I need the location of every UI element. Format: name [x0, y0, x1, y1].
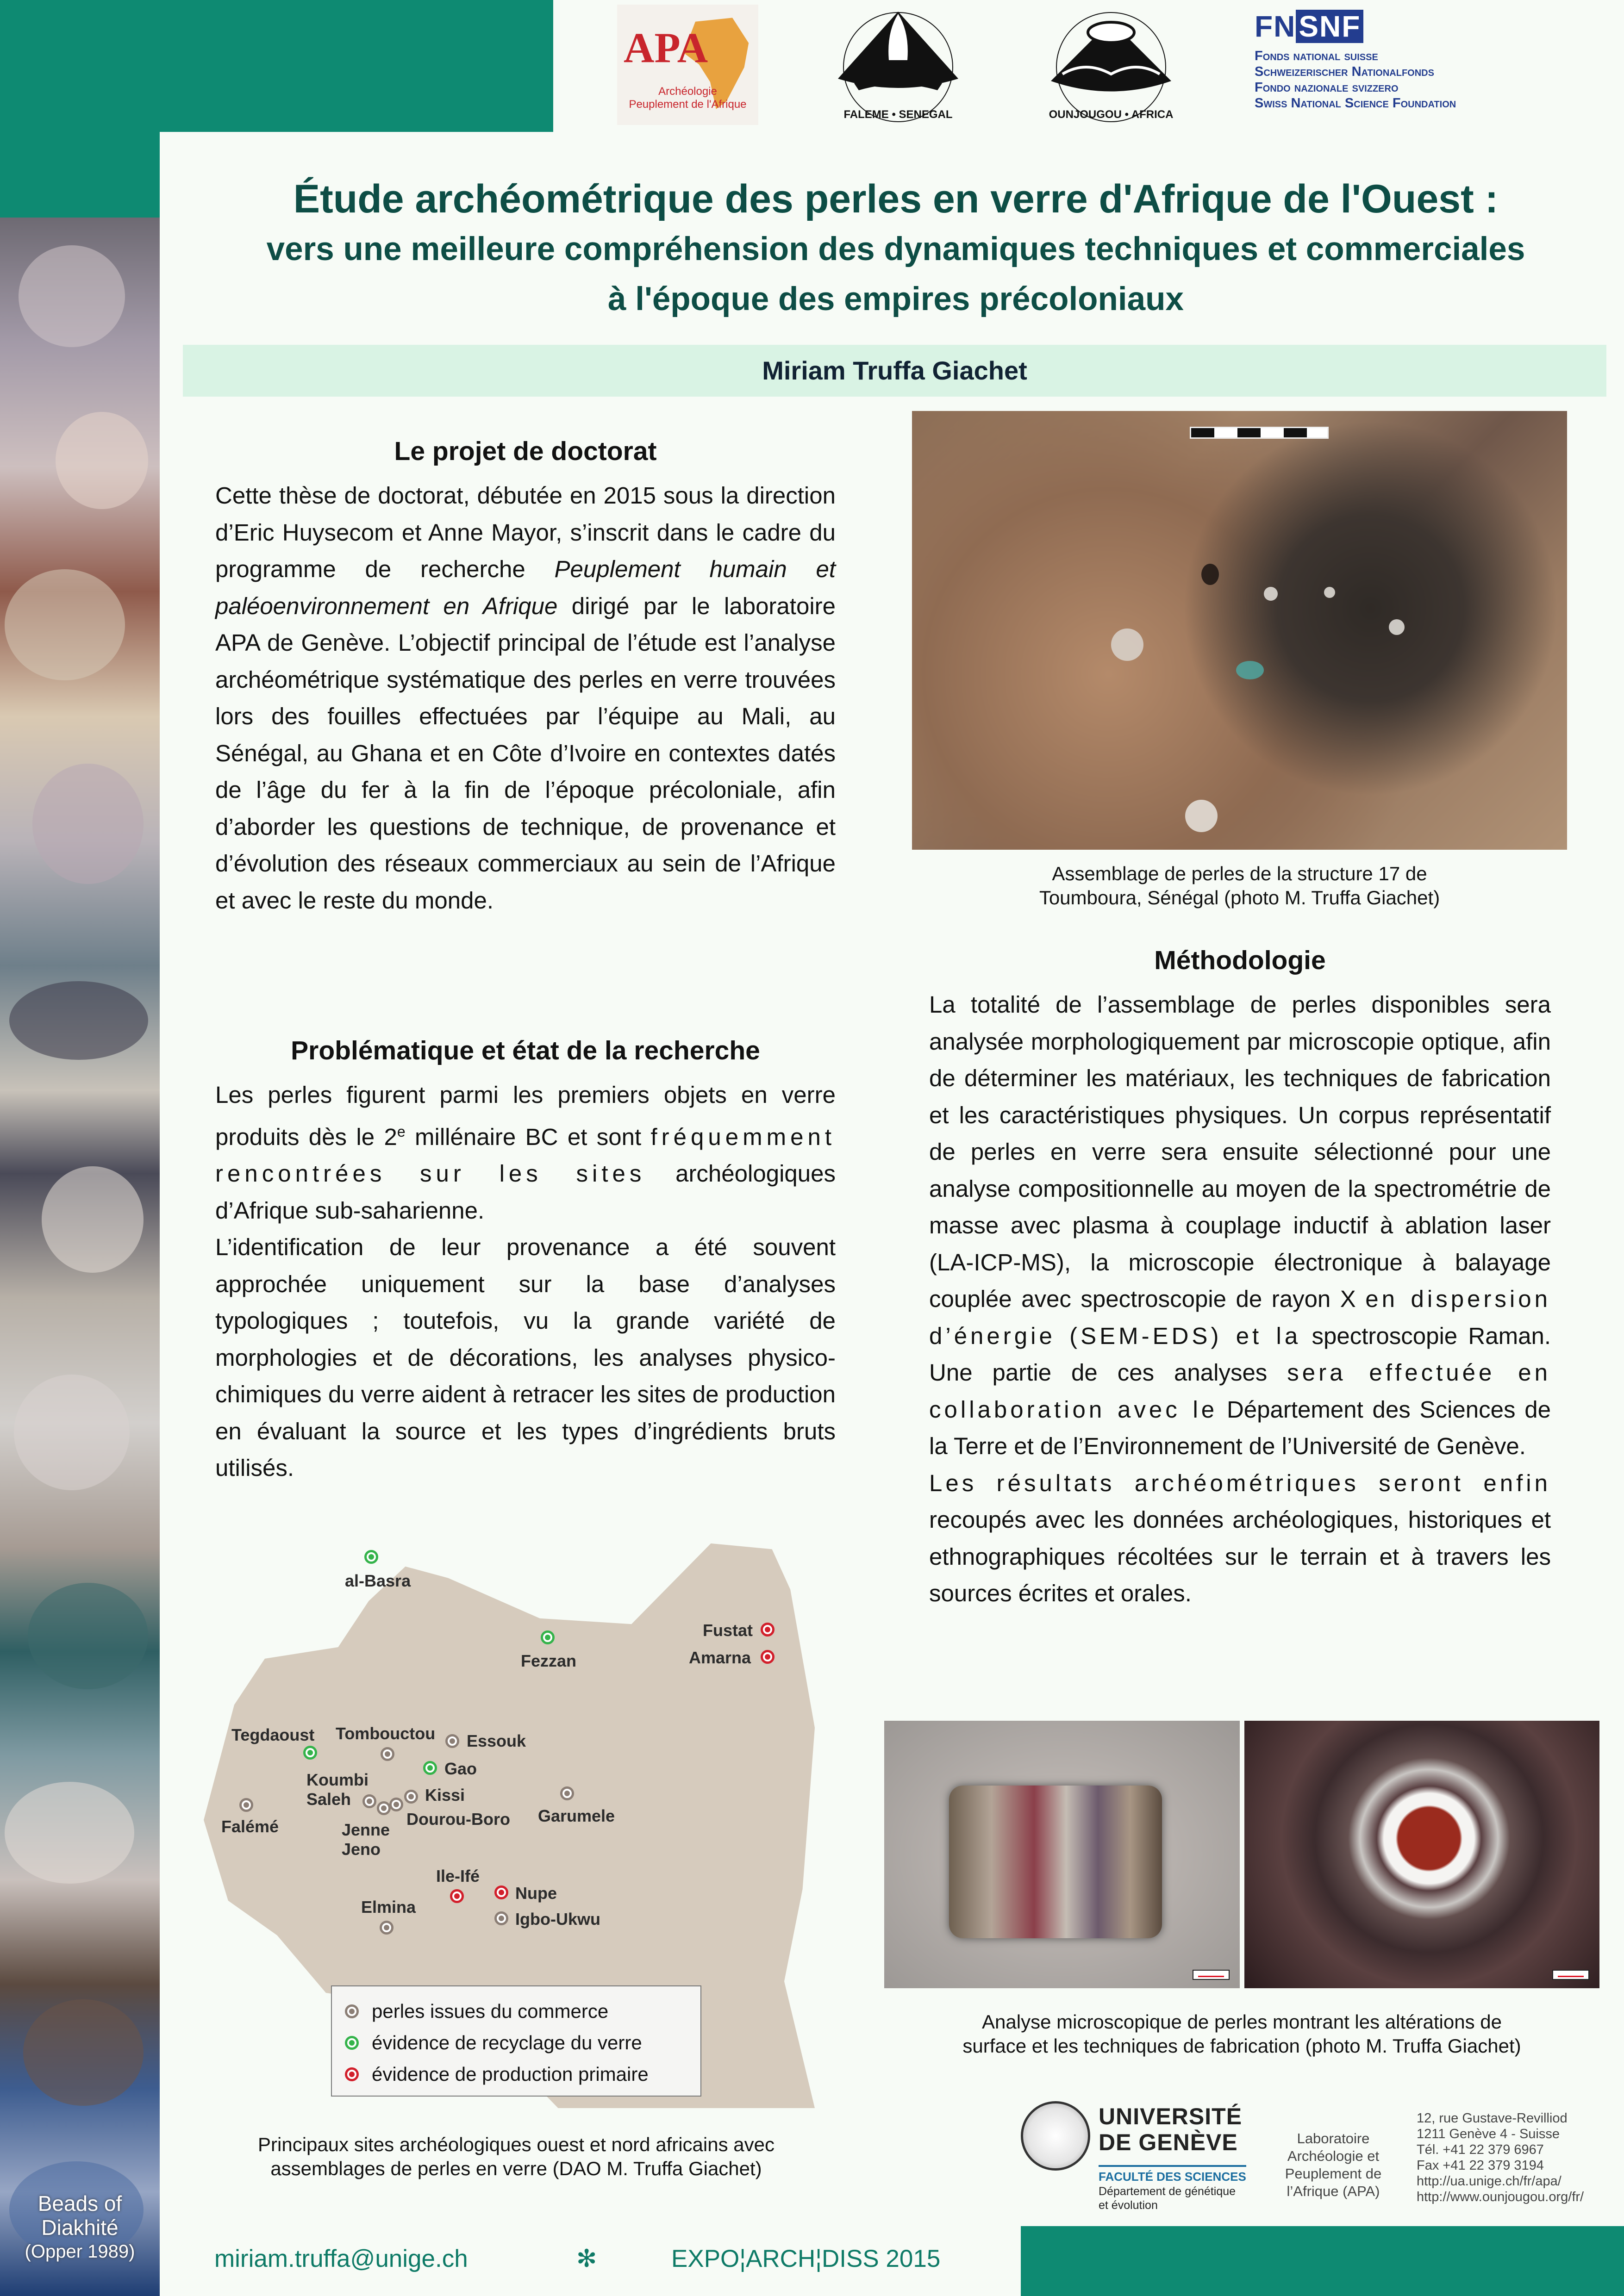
teal-header-block [0, 0, 553, 132]
microscope-photos [884, 1721, 1599, 1988]
site-marker-production [494, 1885, 508, 1899]
bead-in-soil [1324, 587, 1335, 598]
legend-label-recycling: évidence de recyclage du verre [372, 2032, 642, 2053]
site-label-gao: Gao [444, 1759, 477, 1778]
site-label-dourou-boro: Dourou-Boro [406, 1810, 510, 1829]
excavation-caption-2: Toumboura, Sénégal (photo M. Truffa Giachet) [1039, 887, 1440, 908]
apa-logo-subtitle [622, 85, 754, 111]
site-marker-recycling [303, 1746, 317, 1760]
site-label-fezzan: Fezzan [521, 1651, 577, 1670]
section-projet-heading: Le projet de doctorat [394, 436, 657, 466]
site-label-garumele: Garumele [538, 1806, 615, 1825]
site-label-tombouctou: Tombouctou [336, 1724, 436, 1743]
address-line-2: 1211 Genève 4 - Suisse [1417, 2127, 1560, 2141]
site-label-igbo-ukwu: Igbo-Ukwu [515, 1910, 600, 1929]
problematique-p1-b: millénaire BC et sont [405, 1123, 651, 1150]
site-label-jenne-jeno [342, 1820, 390, 1859]
section-projet-text [215, 477, 836, 919]
site-label-al-basra: al-Basra [345, 1571, 411, 1590]
title-sub-1: vers une meilleure compréhension des dynamiques techniques et commerciales [266, 231, 1525, 268]
bead-in-soil [1389, 619, 1405, 635]
problematique-p1-spaced: fréquemment rencontrées sur les sites [215, 1123, 836, 1187]
section-methodologie [929, 942, 1551, 1612]
methodologie-paragraph-2 [929, 1465, 1551, 1612]
strip-caption-line3: (Opper 1989) [25, 2241, 135, 2262]
strip-caption-line1: Beads of [37, 2191, 122, 2215]
excavation-photo [912, 411, 1567, 850]
site-marker-trade [560, 1786, 574, 1800]
section-methodologie-heading: Méthodologie [1154, 946, 1326, 975]
lab-name-1: Laboratoire [1297, 2130, 1370, 2147]
section-projet [215, 433, 836, 919]
site-marker-production [450, 1889, 464, 1903]
section-problematique-heading: Problématique et état de la recherche [291, 1036, 760, 1065]
lab-name-2: Archéologie et [1287, 2148, 1380, 2164]
map-caption-1: Principaux sites archéologiques ouest et nord africains avec [258, 2134, 775, 2155]
strip-caption [0, 2191, 160, 2264]
site-label-koumbi: Koumbi [306, 1770, 369, 1789]
bead-in-soil [1264, 587, 1278, 601]
excavation-caption [912, 862, 1567, 910]
logo-row [553, 0, 1624, 132]
legend-label-trade: perles issues du commerce [372, 2000, 609, 2022]
apa-logo-title: APA [624, 24, 708, 71]
site-label-jeno: Jeno [342, 1840, 381, 1859]
methodologie-paragraph-1 [929, 986, 1551, 1465]
site-marker-production [761, 1650, 775, 1664]
site-marker-trade [381, 1747, 394, 1761]
map-caption [204, 2133, 829, 2181]
lab-address [1417, 2110, 1584, 2205]
poster-title [183, 174, 1609, 324]
lab-name-3: Peuplement de [1285, 2165, 1382, 2182]
section-problematique [215, 1032, 836, 1487]
site-label-tegdaoust: Tegdaoust [231, 1725, 315, 1744]
ounjougou-africa-logo [1035, 5, 1187, 127]
faleme-senegal-logo [822, 5, 974, 127]
legend-row-recycling [345, 2027, 687, 2059]
microscope-caption [884, 2010, 1599, 2058]
methodologie-p1-spaced-2: sera effectuée en collaboration avec le [929, 1359, 1551, 1423]
legend-marker-production [345, 2067, 359, 2081]
projet-text-1: Cette thèse de doctorat, débutée en 2015 sous la direction d’Eric Huysecom et Anne Mayor, s’inscrit dans le cadre du programme de recherche [215, 482, 836, 582]
bead-in-soil [1201, 564, 1219, 585]
site-marker-trade [494, 1911, 508, 1925]
problematique-paragraph-1 [215, 1076, 836, 1229]
apa-logo-sub-2: Peuplement de l'Afrique [629, 98, 747, 111]
title-sub-2: à l'époque des empires précoloniaux [608, 281, 1184, 317]
apa-logo [617, 5, 758, 125]
footer-star-icon: ✻ [576, 2245, 597, 2272]
lab-name-4: l’Afrique (APA) [1287, 2183, 1380, 2199]
fns-line-1: Fonds national suisse [1255, 49, 1378, 63]
methodologie-p1-b: spectroscopie Raman. Une partie de ces analyses [929, 1322, 1551, 1386]
site-label-essouk: Essouk [467, 1731, 526, 1750]
fns-logo [1255, 9, 1616, 111]
problematique-p1-sup: e [397, 1123, 406, 1140]
site-marker-trade [380, 1921, 394, 1935]
methodologie-p2-b: recoupés avec les données archéologiques, historiques et ethnographiques récoltées sur le terrain et à travers les sources écrites et orales. [929, 1506, 1551, 1606]
bead-in-soil [1111, 628, 1143, 661]
site-label-amarna: Amarna [689, 1648, 751, 1667]
site-label-jenne: Jenne [342, 1820, 390, 1839]
address-url-apa[interactable]: http://ua.unige.ch/fr/apa/ [1417, 2174, 1562, 2189]
map-caption-2: assemblages de perles en verre (DAO M. Truffa Giachet) [270, 2158, 762, 2179]
site-marker-trade [362, 1794, 376, 1808]
legend-label-production: évidence de production primaire [372, 2063, 649, 2085]
faleme-logo-text: FALEME • SENEGAL [843, 108, 953, 121]
site-marker-recycling [423, 1761, 437, 1775]
legend-row-production [345, 2059, 687, 2090]
methodologie-p1-c: Département des Sciences de la Terre et de l’Environnement de l’Université de Genève. [929, 1396, 1551, 1459]
site-marker-recycling [541, 1630, 555, 1644]
address-line-1: 12, rue Gustave-Revilliod [1417, 2111, 1568, 2126]
site-label-elmina: Elmina [361, 1898, 416, 1916]
lab-name [1280, 2130, 1387, 2200]
microscope-caption-1: Analyse microscopique de perles montrant les altérations de [982, 2011, 1502, 2033]
title-main: Étude archéométrique des perles en verre d'Afrique de l'Ouest : [293, 177, 1499, 221]
site-marker-trade [389, 1798, 403, 1811]
teal-side-block [0, 132, 160, 218]
problematique-p1-c: archéologiques d’Afrique sub-saharienne. [215, 1160, 836, 1224]
microscope-photo-bead-surface [884, 1721, 1240, 1988]
site-marker-production [761, 1623, 775, 1636]
fns-logo-mark [1255, 9, 1616, 44]
projet-text-italic: Peuplement humain et paléoenvironnement en Afrique [215, 556, 836, 619]
fns-mark-a: FN [1255, 10, 1296, 43]
map-legend [331, 1985, 701, 2097]
microscope-photo-bead-section [1244, 1721, 1599, 1988]
fns-line-2: Schweizerischer Nationalfonds [1255, 64, 1434, 79]
strip-caption-line2: Diakhité [41, 2215, 119, 2240]
micro-scale-bar [1552, 1970, 1589, 1980]
site-label-koumbi-saleh [306, 1770, 369, 1809]
problematique-paragraph-2: L’identification de leur provenance a été souvent approchée uniquement sur la base d’analyses typologiques ; toutefois, vu la grande variété de morphologies et de décorations, les analyses physico-chimiques du verre aident à retracer les sites de production en évaluant la source et les types d’ingrédients bruts utilisés. [215, 1234, 836, 1481]
microscope-caption-2: surface et les techniques de fabrication (photo M. Truffa Giachet) [962, 2035, 1521, 2057]
unige-name-1: UNIVERSITÉ [1099, 2103, 1243, 2129]
site-marker-trade [377, 1801, 391, 1815]
fns-mark-b: SNF [1296, 10, 1363, 43]
site-marker-recycling [364, 1550, 378, 1564]
unige-name [1099, 2103, 1242, 2155]
footer-expo: EXPO¦ARCH¦DISS 2015 [671, 2245, 941, 2272]
methodologie-p1-spaced-1: en dispersion d’énergie (SEM-EDS) et la [929, 1286, 1551, 1349]
apa-logo-sub-1: Archéologie [658, 85, 717, 98]
micro-scale-bar [1193, 1970, 1230, 1980]
ounjougou-logo-text: OUNJOUGOU • AFRICA [1049, 108, 1174, 121]
fns-line-4: Swiss National Science Foundation [1255, 96, 1456, 111]
unige-footer-block [1021, 2097, 1623, 2226]
address-url-ounjougou[interactable]: http://www.ounjougou.org/fr/ [1417, 2190, 1584, 2204]
unige-name-2: DE GENÈVE [1099, 2129, 1238, 2155]
legend-row-trade [345, 1996, 687, 2027]
unige-faculty: FACULTÉ DES SCIENCES [1099, 2165, 1246, 2184]
problematique-p1-a: Les perles figurent parmi les premiers objets en verre produits dès le 2 [215, 1082, 836, 1150]
author-bar: Miriam Truffa Giachet [183, 345, 1606, 397]
bead-in-soil [1185, 800, 1218, 832]
site-label-kissi: Kissi [425, 1786, 465, 1804]
unige-dept-2: et évolution [1099, 2199, 1158, 2212]
fns-logo-lines [1255, 48, 1616, 111]
site-label-ile-ife: Ile-Ifé [436, 1867, 480, 1885]
photo-scale-bar [1190, 427, 1329, 439]
unige-department [1099, 2184, 1236, 2212]
address-phone: Tél. +41 22 379 6967 [1417, 2142, 1544, 2157]
site-label-fustat: Fustat [703, 1621, 753, 1640]
bead-in-soil [1236, 661, 1264, 679]
site-marker-trade [445, 1734, 459, 1748]
footer-email[interactable]: miriam.truffa@unige.ch [214, 2245, 468, 2272]
methodologie-p2-spaced: Les résultats archéométriques seront enfin [929, 1469, 1551, 1496]
fns-line-3: Fondo nazionale svizzero [1255, 80, 1399, 95]
legend-marker-trade [345, 2004, 359, 2018]
site-label-nupe: Nupe [515, 1884, 557, 1903]
methodologie-p1-a: La totalité de l’assemblage de perles disponibles sera analysée morphologiquement par microscopie optique, afin de déterminer les matériaux, les techniques de fabrication et les caractéristiques physiques. Un corpus représentatif de perles en verre sera ensuite sélectionné pour une analyse compositionnelle au moyen de la spectrométrie de masse avec plasma à couplage inductif à ablation laser (LA-ICP-MS), la microscopie électronique à balayage couplée avec spectroscopie de rayon X [929, 991, 1551, 1312]
site-marker-trade [239, 1798, 253, 1812]
teal-footer-block [1021, 2226, 1624, 2296]
unige-seal-icon [1021, 2101, 1090, 2171]
site-label-saleh: Saleh [306, 1790, 351, 1809]
projet-text-2: dirigé par le laboratoire APA de Genève. L’objectif principal de l’étude est l’analyse archéométrique systématique des perles en verre trouvées lors des fouilles effectuées par l’équipe au Mali, au Sénégal, au Ghana et en Côte d’Ivoire en contextes datés de l’âge du fer à la fin de l’époque précoloniale, afin d’aborder les questions de technique, de provenance et d’évolution des réseaux commerciaux au sein de l’Afrique et avec le reste du monde. [215, 592, 836, 914]
excavation-caption-1: Assemblage de perles de la structure 17 de [1052, 863, 1427, 884]
site-label-faleme: Falémé [221, 1817, 279, 1836]
glass-bead-image [949, 1786, 1162, 1938]
address-fax: Fax +41 22 379 3194 [1417, 2158, 1544, 2173]
legend-marker-recycling [345, 2036, 359, 2050]
site-marker-trade [404, 1790, 418, 1804]
unige-dept-1: Département de génétique [1099, 2185, 1236, 2198]
beads-photo-strip [0, 218, 160, 2296]
